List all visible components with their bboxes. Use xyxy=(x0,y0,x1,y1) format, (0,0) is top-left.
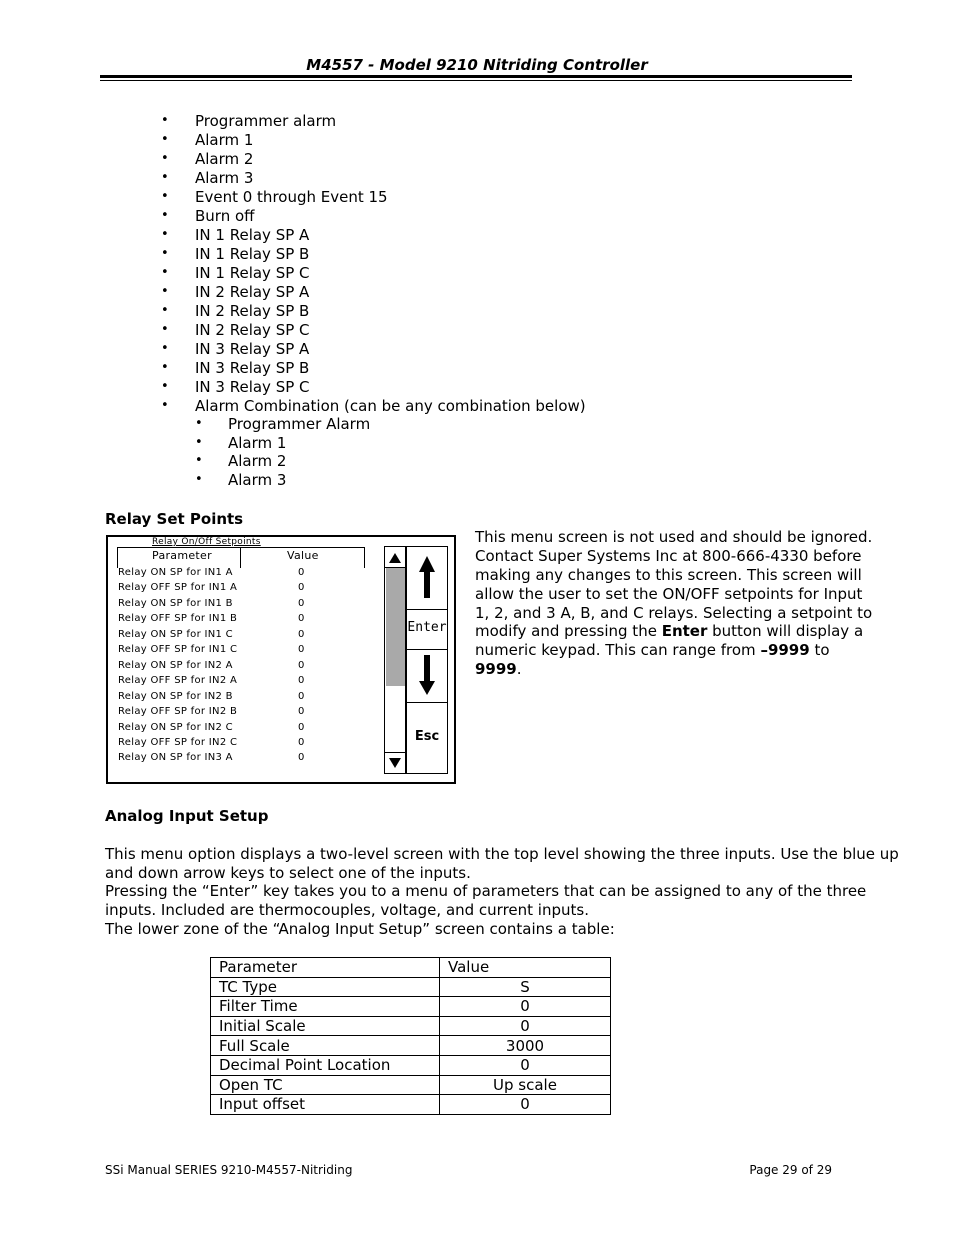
screen-row-value[interactable]: 0 xyxy=(298,659,305,671)
scroll-up-arrow-icon[interactable] xyxy=(384,548,406,568)
analog-desc-line: This menu option displays a two-level screen with the top level showing the three inputs. Use the blue up xyxy=(105,845,899,863)
screen-row-value[interactable]: 0 xyxy=(298,690,305,702)
bullet-dot: • xyxy=(161,322,169,337)
bullet-dot: • xyxy=(195,434,203,450)
analog-input-table xyxy=(210,957,611,1115)
desc-text: to xyxy=(809,641,830,659)
table-cell-value: 0 xyxy=(440,1055,611,1075)
bullet-dot: • xyxy=(161,113,169,128)
header-rule-thin xyxy=(100,80,852,81)
relay-desc-line: allow the user to set the ON/OFF setpoints for Input xyxy=(475,585,863,603)
bullet-dot: • xyxy=(195,472,203,488)
screen-row-value[interactable]: 0 xyxy=(298,721,305,733)
bullet-dot: • xyxy=(161,398,169,413)
relay-desc-line-8 xyxy=(475,660,522,679)
list-item: IN 1 Relay SP A xyxy=(195,226,310,244)
table-cell-value: S xyxy=(440,977,611,997)
enter-button[interactable]: Enter xyxy=(407,620,447,635)
screen-row-value[interactable]: 0 xyxy=(298,582,305,594)
screen-row-parameter[interactable]: Relay ON SP for IN1 A xyxy=(118,567,233,578)
list-item: Alarm 1 xyxy=(195,131,254,149)
screen-row-value[interactable]: 0 xyxy=(298,567,305,578)
table-row xyxy=(211,977,611,997)
desc-text: modify and pressing the xyxy=(475,622,662,640)
screen-row-parameter[interactable]: Relay ON SP for IN1 B xyxy=(118,597,233,609)
table-row xyxy=(211,1055,611,1075)
list-item: IN 2 Relay SP B xyxy=(195,302,310,320)
bullet-dot: • xyxy=(161,151,169,166)
button-divider-3 xyxy=(406,702,448,703)
screen-row-value[interactable]: 0 xyxy=(298,628,305,640)
screen-row-parameter[interactable]: Relay OFF SP for IN1 A xyxy=(118,582,238,594)
relay-desc-line: 1, 2, and 3 A, B, and C relays. Selecting a setpoint to xyxy=(475,604,873,622)
list-item: IN 2 Relay SP A xyxy=(195,283,310,301)
desc-bold-min: –9999 xyxy=(760,641,810,659)
bullet-dot: • xyxy=(195,453,203,469)
sub-list-item: Programmer Alarm xyxy=(228,415,371,433)
table-cell-value: 0 xyxy=(440,1016,611,1036)
screen-row-value[interactable]: 0 xyxy=(298,613,305,625)
scrollbar-thumb[interactable] xyxy=(386,568,405,686)
screen-row-parameter[interactable]: Relay ON SP for IN2 B xyxy=(118,690,233,702)
screen-row-parameter[interactable]: Relay ON SP for IN1 C xyxy=(118,628,233,640)
table-cell-parameter: Input offset xyxy=(211,1095,440,1115)
relay-desc-line: making any changes to this screen. This screen will xyxy=(475,566,862,584)
list-item: Burn off xyxy=(195,207,255,225)
screen-row-parameter[interactable]: Relay OFF SP for IN1 B xyxy=(118,613,238,625)
footer-page-number: Page 29 of 29 xyxy=(749,1163,832,1177)
table-row xyxy=(211,997,611,1017)
table-header-row xyxy=(211,958,611,978)
list-item: IN 2 Relay SP C xyxy=(195,321,310,339)
column-header-value: Value xyxy=(287,549,319,562)
table-cell-value: 0 xyxy=(440,997,611,1017)
screen-row-value[interactable]: 0 xyxy=(298,597,305,609)
table-cell-value: 0 xyxy=(440,1095,611,1115)
table-cell-parameter: Full Scale xyxy=(211,1036,440,1056)
esc-button[interactable]: Esc xyxy=(414,729,440,744)
table-row xyxy=(211,1016,611,1036)
page-header-title: M4557 - Model 9210 Nitriding Controller xyxy=(306,56,648,74)
analog-desc-line: and down arrow keys to select one of the inputs. xyxy=(105,864,471,882)
up-button-arrow-icon[interactable] xyxy=(406,552,448,604)
screen-row-parameter[interactable]: Relay ON SP for IN2 C xyxy=(118,721,233,733)
bullet-dot: • xyxy=(161,189,169,204)
list-item: IN 3 Relay SP A xyxy=(195,340,310,358)
desc-text: numeric keypad. This can range from xyxy=(475,641,761,659)
column-divider xyxy=(240,547,241,568)
list-item: Alarm 3 xyxy=(195,169,254,187)
table-row xyxy=(211,1095,611,1115)
bullet-dot: • xyxy=(161,303,169,318)
table-cell-parameter: TC Type xyxy=(211,977,440,997)
screen-row-parameter[interactable]: Relay ON SP for IN2 A xyxy=(118,659,233,671)
desc-bold-enter: Enter xyxy=(661,622,708,640)
analog-section-heading: Analog Input Setup xyxy=(105,807,269,825)
bullet-dot: • xyxy=(195,416,203,431)
table-row xyxy=(211,1036,611,1056)
list-item: Programmer alarm xyxy=(195,112,337,130)
desc-text: button will display a xyxy=(707,622,864,640)
bullet-dot: • xyxy=(161,265,169,280)
scroll-down-arrow-icon[interactable] xyxy=(384,753,406,773)
bullet-dot: • xyxy=(161,284,169,299)
screen-row-value[interactable]: 0 xyxy=(298,644,305,656)
list-item: Alarm Combination (can be any combination below) xyxy=(195,397,586,415)
screen-row-value[interactable]: 0 xyxy=(298,675,305,687)
analog-desc-line: Pressing the “Enter” key takes you to a menu of parameters that can be assigned to any of the three xyxy=(105,882,867,900)
screen-title: Relay On/Off Setpoints xyxy=(152,537,261,547)
list-item: IN 1 Relay SP B xyxy=(195,245,310,263)
relay-desc-line-6 xyxy=(475,622,863,641)
sub-list-item: Alarm 2 xyxy=(228,452,287,471)
relay-desc-line: Contact Super Systems Inc at 800-666-4330 before xyxy=(475,547,862,565)
table-cell-value: Up scale xyxy=(440,1075,611,1095)
table-header-cell: Parameter xyxy=(211,958,440,978)
column-header-parameter: Parameter xyxy=(152,549,212,562)
relay-desc-line: This menu screen is not used and should be ignored. xyxy=(475,528,873,546)
bullet-dot: • xyxy=(161,132,169,147)
screen-row-parameter[interactable]: Relay OFF SP for IN2 C xyxy=(118,736,238,748)
footer-manual-title: SSi Manual SERIES 9210-M4557-Nitriding xyxy=(105,1163,353,1177)
table-cell-parameter: Decimal Point Location xyxy=(211,1055,440,1075)
sub-list-item: Alarm 3 xyxy=(228,471,287,490)
table-row xyxy=(211,1075,611,1095)
list-item: IN 3 Relay SP B xyxy=(195,359,310,377)
bullet-dot: • xyxy=(161,227,169,242)
header-rule xyxy=(100,75,852,78)
analog-desc-line: inputs. Included are thermocouples, voltage, and current inputs. xyxy=(105,901,589,919)
table-header-cell: Value xyxy=(440,958,611,978)
screen-row-value[interactable]: 0 xyxy=(298,736,305,748)
button-divider-2 xyxy=(406,649,448,650)
analog-desc-line: The lower zone of the “Analog Input Setup” screen contains a table: xyxy=(105,920,615,938)
bullet-dot: • xyxy=(161,360,169,375)
sub-list-item: Alarm 1 xyxy=(228,433,287,452)
bullet-dot: • xyxy=(161,246,169,261)
down-button-arrow-icon[interactable] xyxy=(406,651,448,699)
screen-row-value[interactable]: 0 xyxy=(298,706,305,718)
table-cell-parameter: Open TC xyxy=(211,1075,440,1095)
desc-text: . xyxy=(516,660,522,678)
desc-bold-max: 9999 xyxy=(475,660,517,678)
bullet-dot: • xyxy=(161,170,169,185)
table-cell-value: 3000 xyxy=(440,1036,611,1056)
list-item: IN 1 Relay SP C xyxy=(195,264,310,282)
list-item: Event 0 through Event 15 xyxy=(195,188,388,206)
screen-row-parameter[interactable]: Relay OFF SP for IN1 C xyxy=(118,644,238,656)
bullet-dot: • xyxy=(161,341,169,356)
relay-desc-line-7 xyxy=(475,641,830,660)
button-divider-1 xyxy=(406,609,448,610)
screen-row-parameter[interactable]: Relay OFF SP for IN2 A xyxy=(118,675,238,687)
bullet-dot: • xyxy=(161,379,169,394)
list-item: IN 3 Relay SP C xyxy=(195,378,310,396)
screen-row-parameter[interactable]: Relay ON SP for IN3 A xyxy=(118,752,233,764)
list-item: Alarm 2 xyxy=(195,150,254,168)
bullet-dot: • xyxy=(161,208,169,223)
screen-row-parameter[interactable]: Relay OFF SP for IN2 B xyxy=(118,706,238,718)
relay-section-heading: Relay Set Points xyxy=(105,510,244,528)
screen-row-value[interactable]: 0 xyxy=(298,752,305,764)
table-cell-parameter: Filter Time xyxy=(211,997,440,1017)
table-cell-parameter: Initial Scale xyxy=(211,1016,440,1036)
